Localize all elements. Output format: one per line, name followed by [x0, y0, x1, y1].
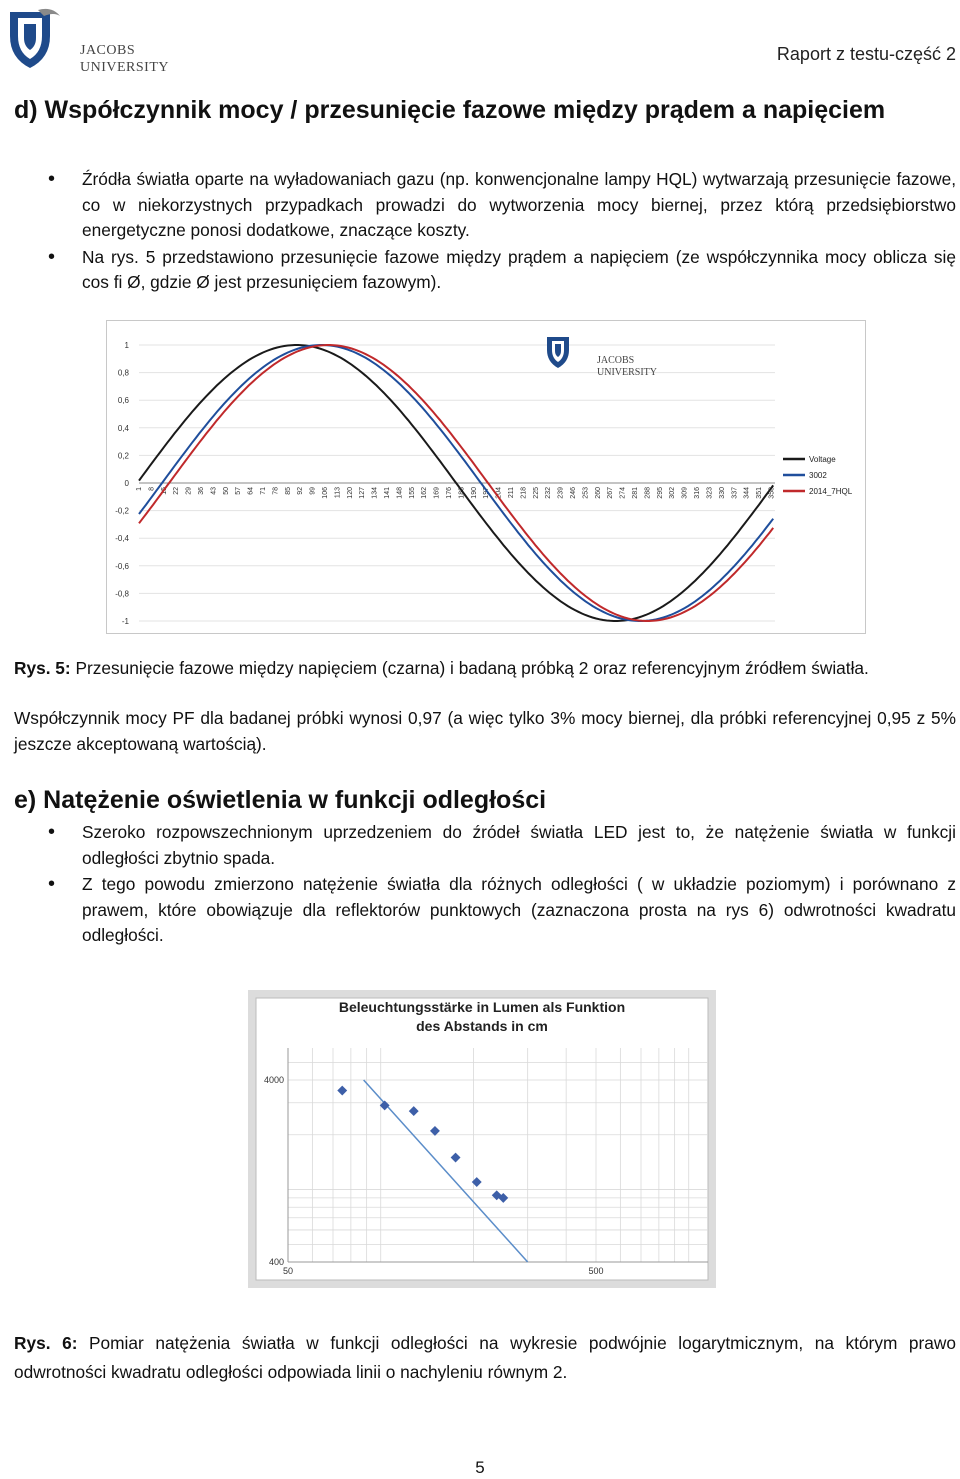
y-tick-label: -0,8 [115, 589, 129, 599]
x-tick-label: 92 [297, 487, 305, 495]
phase-shift-chart [107, 321, 865, 633]
x-tick-label: 239 [557, 487, 565, 499]
chart-logo-text-line2: UNIVERSITY [597, 367, 657, 378]
section-d-heading: d) Współczynnik mocy / przesunięcie fazowe między prądem a napięciem [14, 96, 886, 124]
y-tick-label: -0,2 [115, 506, 129, 516]
y-tick-label: 0,2 [117, 451, 129, 461]
y-tick-label: 0 [124, 479, 129, 488]
x-tick-label: 71 [260, 487, 268, 495]
power-factor-paragraph: Współczynnik mocy PF dla badanej próbki wynosi 0,97 (a więc tylko 3% mocy biernej, dla próbki referencyjnej 0,95 z 5% jeszcze akceptowaną wartością). [14, 708, 956, 754]
list-item: • Szeroko rozpowszechnionym uprzedzeniem do źródeł światła LED jest to, że natężenie światła w funkcji odległości zbytnio spada. [14, 820, 956, 871]
legend-label: 3002 [809, 471, 827, 480]
x-tick-label: 43 [210, 487, 218, 495]
x-tick-label: 351 [756, 487, 764, 499]
x-tick-label: 22 [173, 487, 181, 495]
caption-text: Przesunięcie fazowe między napięciem (czarna) i badaną próbką 2 oraz referencyjnym źródłem światła. [70, 658, 869, 678]
x-tick-label: 99 [309, 487, 317, 495]
legend-label: 2014_7HQL [809, 487, 853, 496]
logo-text-line1: JACOBS [80, 43, 136, 58]
x-tick-label: 113 [334, 487, 342, 499]
x-tick-label: 134 [371, 487, 379, 499]
x-tick-label: 190 [470, 487, 478, 499]
x-tick-label: 225 [532, 487, 540, 499]
x-tick-label: 148 [396, 487, 404, 499]
x-tick-label: 218 [520, 487, 528, 499]
x-tick-label: 29 [185, 487, 193, 495]
x-tick-label: 176 [446, 487, 454, 499]
logo-text-line2: UNIVERSITY [80, 60, 169, 75]
chart-logo [547, 337, 657, 378]
x-tick-label: 281 [632, 487, 640, 499]
figure-6-illuminance-chart [248, 990, 716, 1288]
chart-logo-text-line1: JACOBS [597, 355, 635, 366]
x-tick-label: 85 [284, 487, 292, 495]
caption-text: Pomiar natężenia światła w funkcji odległości na wykresie podwójnie logarytmicznym, na którym prawo odwrotności kwadratu odległości odpowiada linii o nachyleniu równym 2. [14, 1333, 956, 1382]
y-tick-label: 1 [124, 341, 129, 350]
list-item: • Z tego powodu zmierzono natężenie światła dla różnych odległości ( w układzie poziomym) i porównano z prawem, które obowiązuje dla reflektorów punktowych (zaznaczona prosta na rys 6) odwrotności kwadratu odległości. [14, 872, 956, 949]
section-e-heading: e) Natężenie oświetlenia w funkcji odległości [14, 786, 547, 814]
caption-label: Rys. 5: [14, 658, 71, 678]
x-tick-label: 50 [222, 487, 230, 495]
x-tick-label: 106 [322, 487, 330, 499]
x-tick-label: 267 [607, 487, 615, 499]
x-tick-label: 78 [272, 487, 280, 495]
page-number: 5 [475, 1458, 485, 1477]
list-item: • Źródła światła oparte na wyładowaniach gazu (np. konwencjonalne lampy HQL) wytwarzają przesunięcie fazowe, co w niekorzystnych przypadkach prowadzi do wytworzenia mocy biernej, przez którą przedsiębiorstwo energetyczne ponosi dodatkowe, znaczące koszty. [14, 167, 956, 244]
x-tick-label: 15 [160, 487, 168, 495]
y-tick-label: 0,4 [117, 423, 129, 433]
x-tick-label: 64 [247, 487, 255, 495]
x-tick-label: 358 [768, 487, 776, 499]
x-tick-label: 1 [136, 487, 143, 491]
x-tick-label: 323 [706, 487, 714, 499]
x-tick-label: 197 [483, 487, 491, 499]
x-tick-label: 141 [384, 487, 392, 499]
x-tick-label: 57 [235, 487, 243, 495]
x-tick-label: 337 [731, 487, 739, 499]
y-tick-label: -0,6 [115, 561, 129, 571]
x-tick-label: 50 [282, 1266, 294, 1276]
x-tick-label: 500 [588, 1266, 604, 1276]
y-tick-label: 400 [268, 1257, 284, 1267]
figure-5-caption [14, 656, 956, 682]
figure-6-caption [14, 1329, 956, 1387]
x-tick-label: 162 [421, 487, 429, 499]
chart-title-line2: des Abstands in cm [416, 1018, 548, 1034]
y-tick-label: -1 [121, 617, 129, 626]
x-tick-label: 204 [495, 487, 503, 499]
y-tick-label: 0,6 [117, 396, 129, 406]
section-d-bullets [14, 167, 956, 297]
x-tick-label: 36 [198, 487, 206, 495]
list-item: • Na rys. 5 przedstawiono przesunięcie fazowe między prądem a napięciem (ze współczynnika mocy oblicza się cos fi Ø, gdzie Ø jest przesunięciem fazowym). [14, 245, 956, 296]
jacobs-university-logo [8, 8, 188, 78]
section-e-bullets [14, 820, 956, 950]
x-tick-label: 211 [508, 487, 516, 499]
x-tick-label: 253 [582, 487, 590, 499]
x-tick-label: 344 [743, 487, 751, 499]
x-tick-label: 260 [594, 487, 602, 499]
y-tick-label: -0,4 [115, 534, 129, 544]
report-title: Raport z testu-część 2 [776, 44, 956, 64]
x-tick-label: 155 [408, 487, 416, 499]
x-tick-label: 183 [458, 487, 466, 499]
x-tick-label: 274 [619, 487, 627, 499]
x-tick-label: 288 [644, 487, 652, 499]
x-tick-label: 246 [570, 487, 578, 499]
legend-label: Voltage [809, 455, 836, 464]
x-tick-label: 169 [433, 487, 441, 499]
x-tick-label: 120 [346, 487, 354, 499]
x-tick-label: 330 [718, 487, 726, 499]
x-tick-label: 8 [148, 487, 156, 491]
y-tick-label: 4000 [263, 1075, 284, 1085]
x-tick-label: 127 [359, 487, 367, 499]
x-tick-label: 232 [545, 487, 553, 499]
figure-5-phase-chart [106, 320, 866, 634]
illuminance-chart [248, 990, 716, 1288]
x-tick-label: 316 [694, 487, 702, 499]
y-tick-label: 0,8 [117, 368, 129, 378]
chart-title-line1: Beleuchtungsstärke in Lumen als Funktion [338, 999, 626, 1015]
caption-label: Rys. 6: [14, 1333, 78, 1353]
x-tick-label: 295 [656, 487, 664, 499]
x-tick-label: 309 [681, 487, 689, 499]
x-tick-label: 302 [669, 487, 677, 499]
chart-panel [256, 998, 708, 1280]
